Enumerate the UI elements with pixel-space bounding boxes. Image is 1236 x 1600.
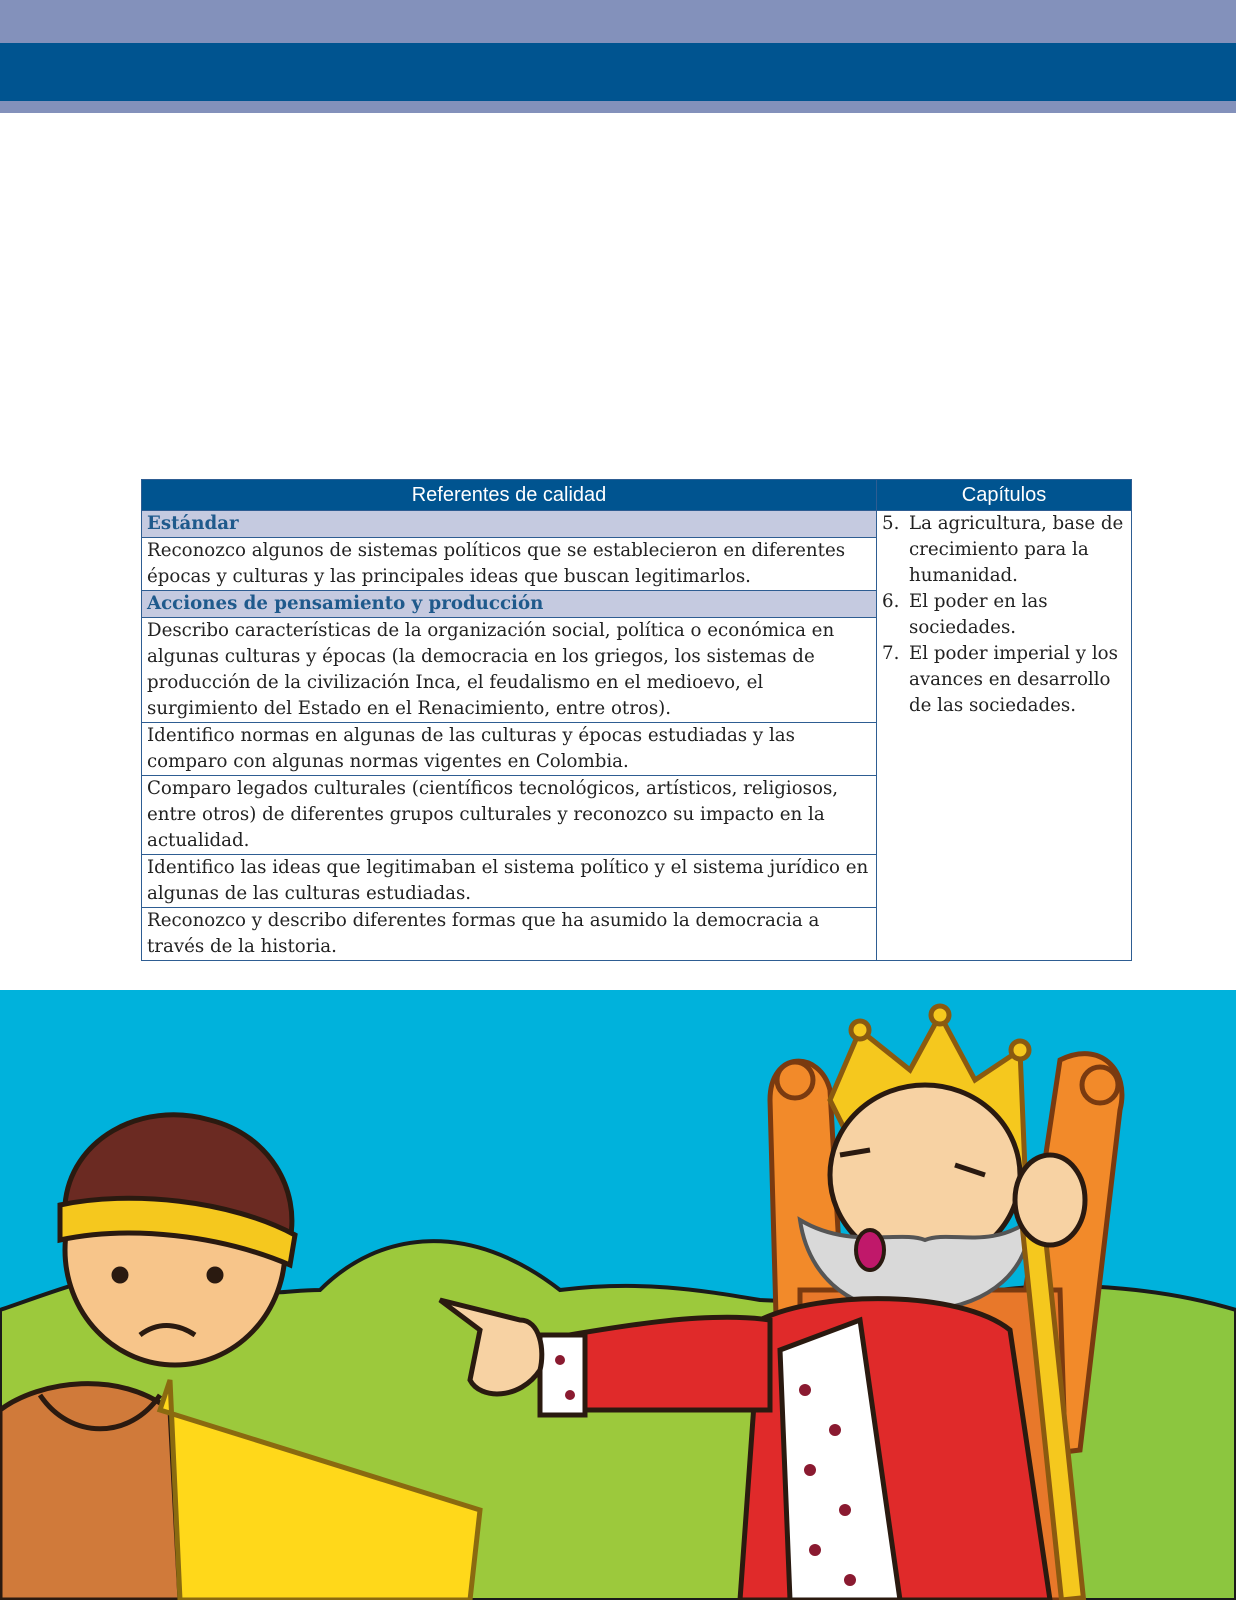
action-item: Identifico normas en algunas de las culturas y épocas estudiadas y las comparo con algunas normas vigentes en Colombia.	[142, 723, 877, 776]
section-title-acciones: Acciones de pensamiento y producción	[142, 591, 877, 618]
header-referentes: Referentes de calidad	[142, 480, 877, 511]
action-item: Describo características de la organización social, política o económica en algunas culturas y épocas (la democracia en los griegos, los sistemas de producción de la civilización Inca, el feudalismo en el medioevo, el surgimiento del Estado en el Renacimiento, entre otros).	[142, 618, 877, 723]
header-capitulos: Capítulos	[877, 480, 1132, 511]
header-band-bottom	[0, 101, 1236, 113]
header-band-main	[0, 43, 1236, 101]
quality-references-table	[141, 479, 1132, 961]
chapter-item: 7. El poder imperial y los avances en desarrollo de las sociedades.	[882, 643, 1118, 716]
chapter-item: 6. El poder en las sociedades.	[882, 591, 1048, 638]
chapter-item: 5. La agricultura, base de crecimiento para la humanidad.	[882, 513, 1124, 586]
action-item: Identifico las ideas que legitimaban el sistema político y el sistema jurídico en algunas de las culturas estudiadas.	[142, 855, 877, 908]
chapters-list	[882, 511, 1126, 719]
action-item: Reconozco y describo diferentes formas que ha asumido la democracia a través de la historia.	[142, 908, 877, 961]
standard-text: Reconozco algunos de sistemas políticos que se establecieron en diferentes épocas y culturas y las principales ideas que buscan legitimarlos.	[142, 538, 877, 591]
section-title-estandar: Estándar	[142, 511, 877, 538]
action-item: Comparo legados culturales (científicos tecnológicos, artísticos, religiosos, entre otros) de diferentes grupos culturales y reconozco su impacto en la actualidad.	[142, 776, 877, 855]
king-and-peasant-illustration	[0, 990, 1236, 1600]
chapters-cell	[877, 511, 1132, 961]
header-band-top	[0, 0, 1236, 43]
